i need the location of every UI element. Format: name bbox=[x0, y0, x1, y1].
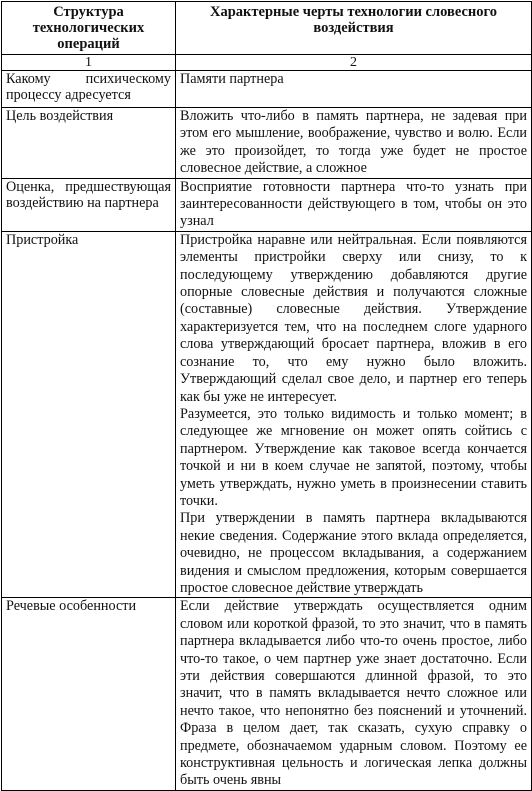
row-label: Пристройка bbox=[6, 231, 79, 248]
table-row bbox=[2, 231, 532, 598]
table-row bbox=[2, 598, 532, 790]
row-label: Какому психическому процессу адресуется bbox=[6, 71, 171, 103]
row-text: Восприятие готовности партнера что-то узнать при заинтересованности действующего в том, чтобы он это узнал bbox=[180, 178, 527, 230]
table-row bbox=[2, 71, 532, 108]
table-header-row bbox=[2, 2, 532, 55]
row-label: Цель воздействия bbox=[6, 108, 114, 124]
technology-table bbox=[1, 1, 532, 791]
row-paragraph: Разумеется, это только видимость и только момент; в следующее же мгновение он может опять сойтись с партнером. Утверждение как таковое всегда кончается точкой и ни в коем случае не запятой, поэтому, чтобы уметь утверждать, нужно уметь в произнесении ставить точки. bbox=[180, 405, 527, 509]
header-characteristics: Характерные черты технологии словесного воздействия bbox=[176, 2, 532, 55]
row-label: Оценка, предшествующая воздействию на партнера bbox=[6, 178, 171, 211]
row-paragraph: При утверждении в память партнера вкладываются некие сведения. Содержание этого вклада определяется, очевидно, не процессом вкладывания, а содержанием видения и смыслом предложения, которым совершается простое словесное действие утверждать bbox=[180, 510, 527, 596]
document-page bbox=[1, 1, 531, 791]
row-text: Вложить что-либо в память партнера, не задевая при этом его мышление, воображение, чувство и волю. Если же это произойдет, то тогда уже будет не простое словесное действие, а сложное bbox=[180, 108, 527, 177]
column-number-row bbox=[2, 55, 532, 71]
row-text: Памяти партнера bbox=[180, 71, 284, 87]
row-text: Если действие утверждать осуществляется одним словом или короткой фразой, то это значит, что в память партнера вкладывается либо что-то очень простое, либо что-то такое, о чем партнер уже знает достаточно. Если эти действия совершаются длинной фразой, то это значит, что в память вкладывается нечто сложное или нечто такое, что непонятно без пояснений и уточнений. Фраза в целом дает, так сказать, сухую справку о предмете, обозначаемом ударным словом. Поэтому ее конструктивная цельность и логическая лепка должны быть очень явны bbox=[180, 598, 527, 789]
table-row bbox=[2, 178, 532, 231]
column-number-1: 1 bbox=[2, 55, 176, 71]
header-structure: Структура технологических операций bbox=[2, 2, 176, 55]
column-number-2: 2 bbox=[176, 55, 532, 71]
table-row bbox=[2, 108, 532, 179]
row-paragraph: Пристройка наравне или нейтральная. Если появляются элементы пристройки сверху или снизу, то к последующему утверждению добавляются другие опорные словесные действия и получаются сложные (составные) словесные действия. Утверждение характеризуется тем, что на последнем слоге ударного слова утверждающий бросает партнера, вложив в его сознание то, что ему нужно было вложить. Утверждающий сделал свое дело, и партнер его теперь как бы уже не интересует. bbox=[180, 231, 527, 405]
row-label: Речевые особенности bbox=[6, 598, 137, 615]
